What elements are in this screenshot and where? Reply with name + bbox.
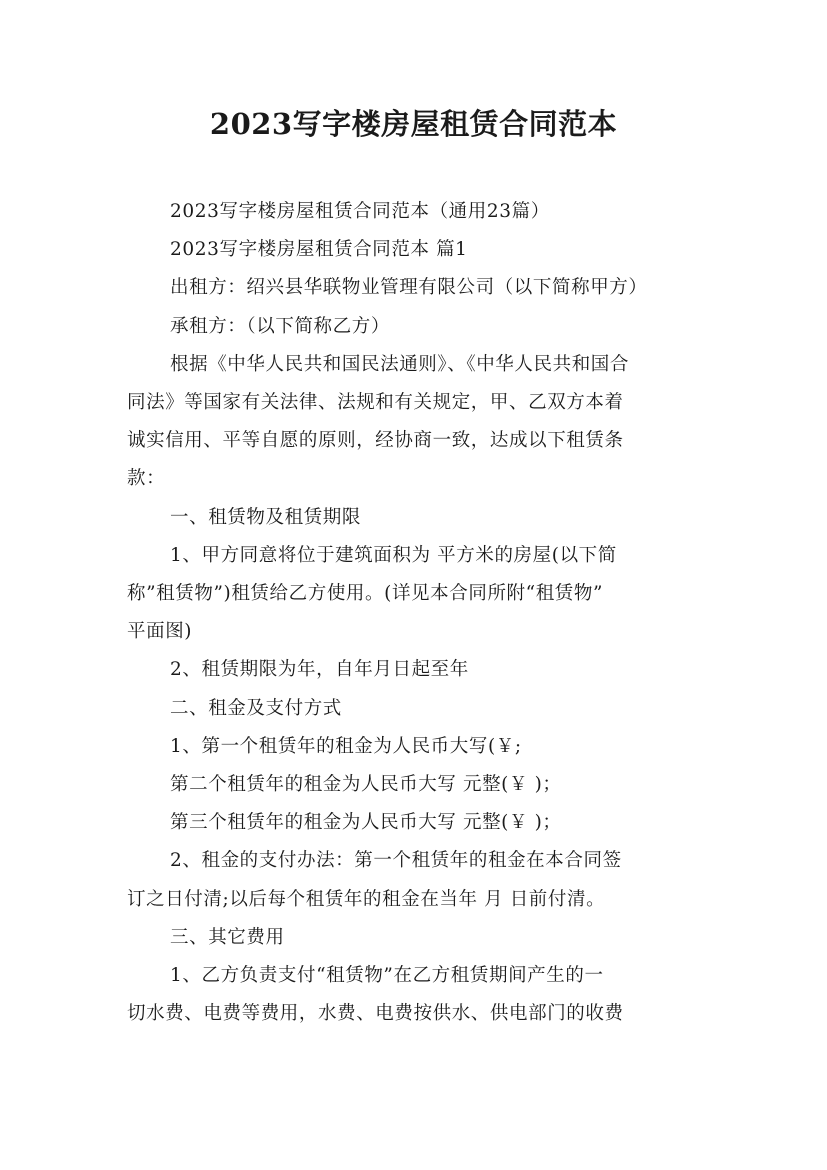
paragraph-line: 称”租赁物”)租赁给乙方使用。(详见本合同所附“租赁物” <box>127 583 604 605</box>
paragraph-line: 切水费、电费等费用，水费、电费按供水、供电部门的收费 <box>127 1003 624 1025</box>
paragraph-line: 1、乙方负责支付“租赁物”在乙方租赁期间产生的一 <box>170 965 604 987</box>
paragraph <box>127 690 702 728</box>
paragraph-line: 一、租赁物及租赁期限 <box>170 506 362 528</box>
paragraph <box>127 957 702 1033</box>
paragraph-line: 2023写字楼房屋租赁合同范本 篇1 <box>170 239 468 261</box>
paragraph <box>127 231 702 269</box>
paragraph-line: 第二个租赁年的租金为人民币大写 元整(￥ )； <box>170 774 562 796</box>
paragraph <box>127 193 702 231</box>
paragraph-line: 2、租赁期限为年，自年月日起至年 <box>170 659 469 681</box>
paragraph-line: 诚实信用、平等自愿的原则，经协商一致，达成以下租赁条 <box>127 430 624 452</box>
paragraph <box>127 804 702 842</box>
document-title: 2023写字楼房屋租赁合同范本 <box>209 107 618 141</box>
paragraph <box>127 651 702 689</box>
paragraph <box>127 537 702 652</box>
paragraph-line: 2023写字楼房屋租赁合同范本（通用23篇） <box>170 201 550 222</box>
paragraph-line: 二、租金及支付方式 <box>170 697 342 719</box>
paragraph-line: 承租方：（以下简称乙方） <box>170 315 390 337</box>
paragraph-line: 第三个租赁年的租金为人民币大写 元整(￥ )； <box>170 812 562 834</box>
paragraph-line: 2、租金的支付办法：第一个租赁年的租金在本合同签 <box>170 850 622 872</box>
paragraph <box>127 269 702 307</box>
paragraph <box>127 919 702 957</box>
paragraph-line: 出租方：绍兴县华联物业管理有限公司（以下简称甲方） <box>170 277 648 299</box>
paragraph <box>127 308 702 346</box>
paragraph-line: 平面图) <box>127 621 193 643</box>
paragraph-line: 同法》等国家有关法律、法规和有关规定，甲、乙双方本着 <box>127 392 624 414</box>
paragraph <box>127 346 702 499</box>
paragraph <box>127 842 702 918</box>
paragraph <box>127 728 702 766</box>
paragraph-line: 1、甲方同意将位于建筑面积为 平方米的房屋(以下简 <box>170 544 617 566</box>
paragraph-line: 订之日付清;以后每个租赁年的租金在当年 月 日前付清。 <box>127 888 606 910</box>
paragraph-line: 三、其它费用 <box>170 926 285 948</box>
paragraph-line: 款： <box>127 468 166 490</box>
paragraph <box>127 766 702 804</box>
paragraph <box>127 499 702 537</box>
document-body <box>127 193 702 1033</box>
paragraph-line: 根据《中华人民共和国民法通则》、《中华人民共和国合 <box>170 353 630 375</box>
paragraph-line: 1、第一个租赁年的租金为人民币大写(￥; <box>170 735 522 757</box>
